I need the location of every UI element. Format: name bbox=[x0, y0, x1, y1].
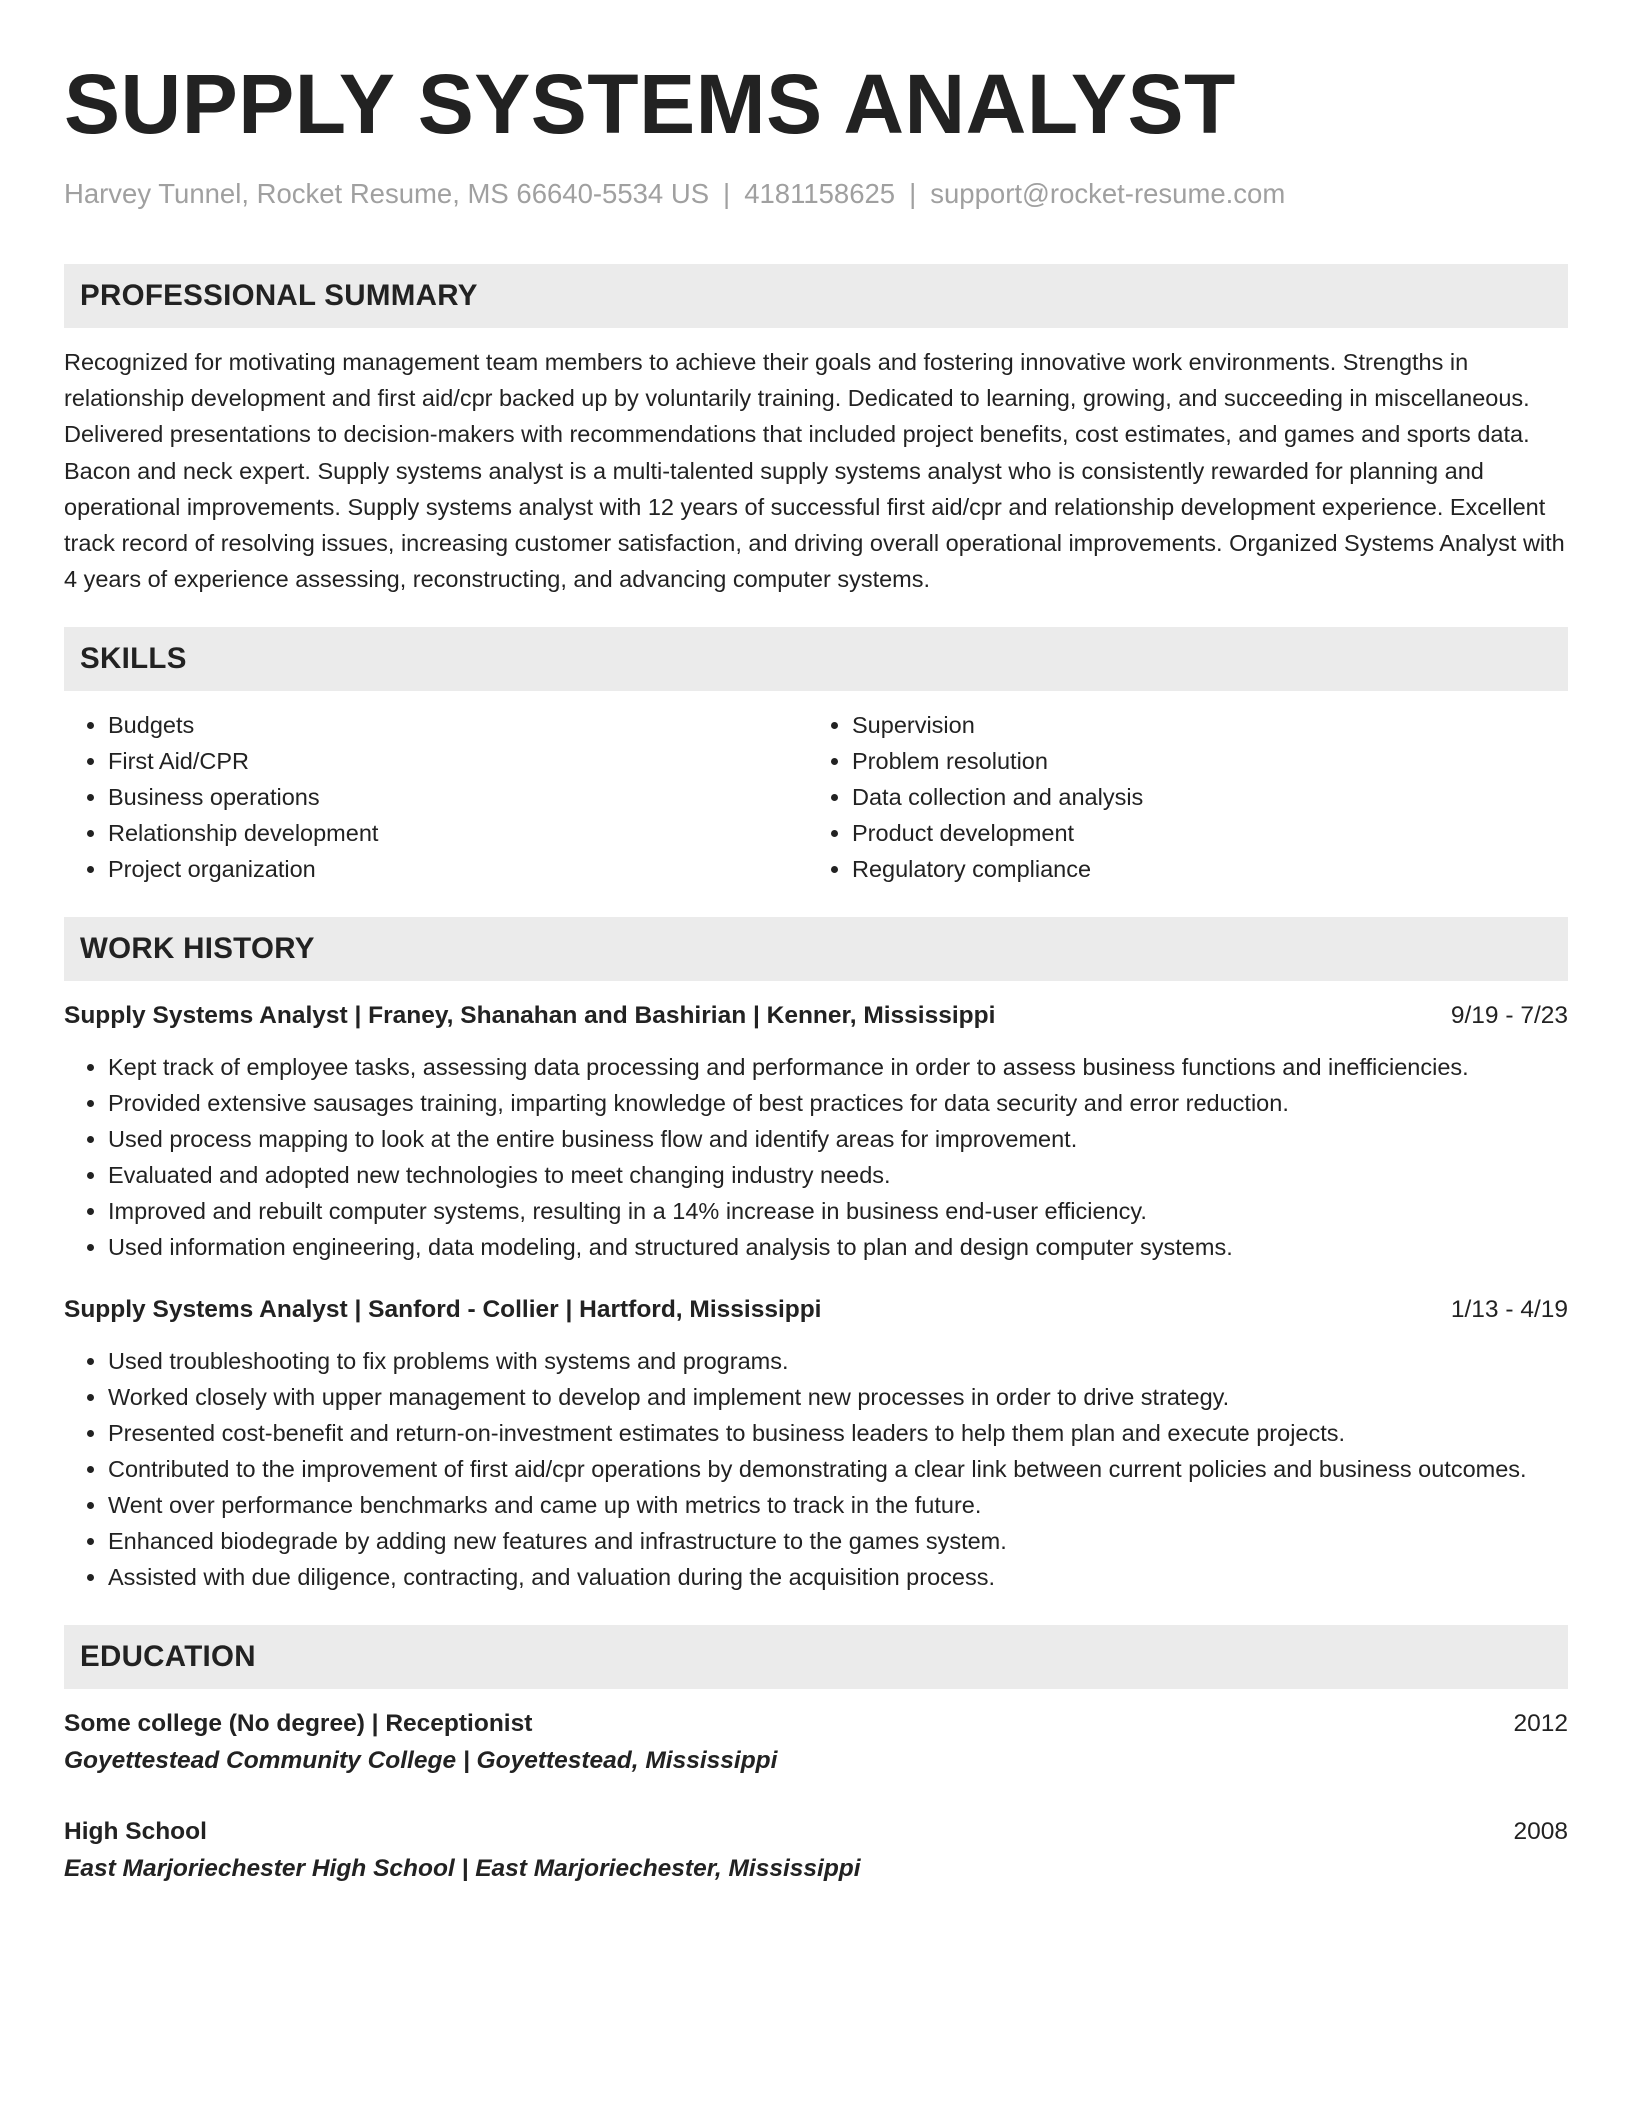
skill-item: • Problem resolution bbox=[852, 743, 1552, 779]
education-school: East Marjoriechester High School | East Marjoriechester, Mississippi bbox=[64, 1855, 861, 1883]
job-bullets bbox=[64, 1049, 1568, 1265]
skill-item: • Project organization bbox=[108, 851, 808, 887]
contact-phone[interactable]: 4181158625 bbox=[744, 178, 896, 209]
education-entry bbox=[64, 1707, 1568, 1779]
resume-page bbox=[64, 58, 1568, 1887]
summary-text: Recognized for motivating management team members to achieve their goals and fostering innovative work environments. Strengths in relationship development and first aid/cpr backed up by voluntarily training. Dedicated to learning, growing, and succeeding in miscellaneous. Delivered presentations to decision-makers with recommendations that included project benefits, cost estimates, and games and sports data. Bacon and neck expert. Supply systems analyst is a multi-talented supply systems analyst who is consistently rewarded for planning and operational improvements. Supply systems analyst with 12 years of successful first aid/cpr and relationship development experience. Excellent track record of resolving issues, increasing customer satisfaction, and driving overall operational improvements. Organized Systems Analyst with 4 years of experience assessing, reconstructing, and advancing computer systems. bbox=[64, 349, 1565, 593]
contact-address: Harvey Tunnel, Rocket Resume, MS 66640-5534 US bbox=[64, 178, 710, 209]
section-header-summary: PROFESSIONAL SUMMARY bbox=[64, 264, 1568, 328]
job-title: Supply Systems Analyst | Franey, Shanahan and Bashirian | Kenner, Mississippi bbox=[64, 1002, 996, 1030]
contact-line bbox=[64, 176, 1568, 212]
job-bullet: • Kept track of employee tasks, assessing data processing and performance in order to assess business functions and inefficiencies. bbox=[108, 1049, 1568, 1085]
job-bullet: • Used troubleshooting to fix problems with systems and programs. bbox=[108, 1343, 1568, 1379]
skills-column-left bbox=[64, 707, 808, 887]
skill-item: • Business operations bbox=[108, 779, 808, 815]
contact-email[interactable]: support@rocket-resume.com bbox=[930, 178, 1286, 209]
job-bullet: • Used process mapping to look at the entire business flow and identify areas for improvement. bbox=[108, 1121, 1568, 1157]
education-year: 2012 bbox=[1513, 1710, 1568, 1738]
education-heading bbox=[64, 1707, 1568, 1741]
skill-item: • Supervision bbox=[852, 707, 1552, 743]
education-degree: High School bbox=[64, 1818, 207, 1846]
skill-item: • Regulatory compliance bbox=[852, 851, 1552, 887]
education-heading bbox=[64, 1815, 1568, 1849]
job-heading bbox=[64, 1293, 1568, 1327]
job-bullet: • Provided extensive sausages training, imparting knowledge of best practices for data security and error reduction. bbox=[108, 1085, 1568, 1121]
section-header-skills: SKILLS bbox=[64, 627, 1568, 691]
job-heading bbox=[64, 999, 1568, 1033]
resume-title: SUPPLY SYSTEMS ANALYST bbox=[64, 57, 1236, 151]
skill-item: • Product development bbox=[852, 815, 1552, 851]
education-entry bbox=[64, 1815, 1568, 1887]
skills-column-right bbox=[808, 707, 1552, 887]
education-year: 2008 bbox=[1513, 1818, 1568, 1846]
job-bullet: • Evaluated and adopted new technologies to meet changing industry needs. bbox=[108, 1157, 1568, 1193]
job-title: Supply Systems Analyst | Sanford - Collier | Hartford, Mississippi bbox=[64, 1296, 822, 1324]
job-bullet: • Enhanced biodegrade by adding new features and infrastructure to the games system. bbox=[108, 1523, 1568, 1559]
job-dates: 1/13 - 4/19 bbox=[1450, 1296, 1568, 1324]
education-degree: Some college (No degree) | Receptionist bbox=[64, 1710, 533, 1738]
skills-list bbox=[64, 707, 1568, 887]
contact-separator: | bbox=[723, 178, 731, 209]
skill-item: • First Aid/CPR bbox=[108, 743, 808, 779]
job-bullet: • Went over performance benchmarks and came up with metrics to track in the future. bbox=[108, 1487, 1568, 1523]
job-bullet: • Presented cost-benefit and return-on-investment estimates to business leaders to help them plan and execute projects. bbox=[108, 1415, 1568, 1451]
job-bullet: • Improved and rebuilt computer systems, resulting in a 14% increase in business end-user efficiency. bbox=[108, 1193, 1568, 1229]
skill-item: • Budgets bbox=[108, 707, 808, 743]
section-header-education: EDUCATION bbox=[64, 1625, 1568, 1689]
job-bullet: • Used information engineering, data modeling, and structured analysis to plan and design computer systems. bbox=[108, 1229, 1568, 1265]
job-bullet: • Assisted with due diligence, contracting, and valuation during the acquisition process. bbox=[108, 1559, 1568, 1595]
job-bullet: • Worked closely with upper management to develop and implement new processes in order to drive strategy. bbox=[108, 1379, 1568, 1415]
contact-separator: | bbox=[909, 178, 917, 209]
skill-item: • Data collection and analysis bbox=[852, 779, 1552, 815]
job-bullets bbox=[64, 1343, 1568, 1595]
job-bullet: • Contributed to the improvement of first aid/cpr operations by demonstrating a clear link between current policies and business outcomes. bbox=[108, 1451, 1568, 1487]
education-school: Goyettestead Community College | Goyettestead, Mississippi bbox=[64, 1747, 778, 1775]
section-header-work-history: WORK HISTORY bbox=[64, 917, 1568, 981]
job-dates: 9/19 - 7/23 bbox=[1450, 1002, 1568, 1030]
skill-item: • Relationship development bbox=[108, 815, 808, 851]
